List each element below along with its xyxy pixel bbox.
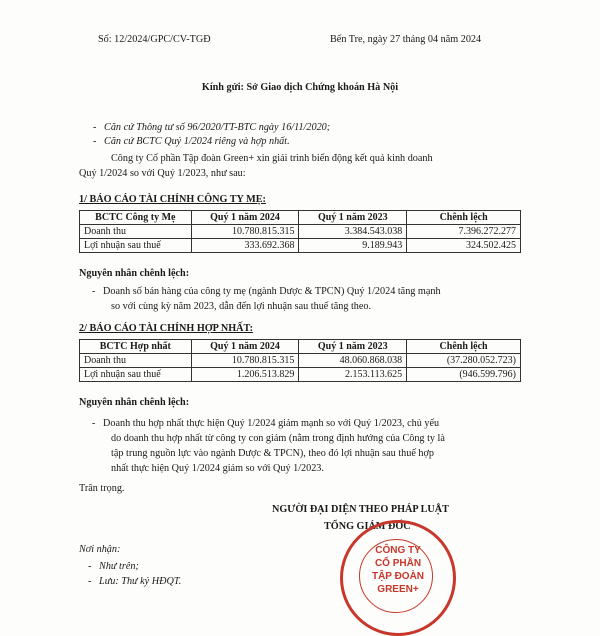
table-cell: 9.189.943 <box>299 239 407 253</box>
table-cell: 7.396.272.277 <box>407 225 521 239</box>
table-row <box>80 239 521 253</box>
column-header: Quý 1 năm 2023 <box>299 211 407 225</box>
place-and-date: Bến Tre, ngày 27 tháng 04 năm 2024 <box>330 34 482 45</box>
seal-text: TẬP ĐOÀN <box>371 571 425 582</box>
recipients-title: Nơi nhận: <box>79 544 121 555</box>
table-header-row <box>80 211 521 225</box>
section-1-reason-line: - Doanh số bán hàng của công ty mẹ (ngành Dược & TPCN) Quý 1/2024 tăng mạnh <box>92 286 441 297</box>
table-cell: (946.599.796) <box>407 368 521 382</box>
section-2-reason-line: - Doanh thu hợp nhất thực hiện Quý 1/2024 giảm mạnh so với Quý 1/2023, chủ yếu <box>92 418 440 429</box>
section-2-reason-title: Nguyên nhân chênh lệch: <box>79 397 190 408</box>
row-label: Doanh thu <box>80 225 192 239</box>
section-2-title: 2/ BÁO CÁO TÀI CHÍNH HỢP NHẤT: <box>79 323 253 334</box>
section-1-title: 1/ BÁO CÁO TÀI CHÍNH CÔNG TY MẸ: <box>79 194 266 205</box>
parent-company-table <box>79 210 521 253</box>
section-2-reason-line: do doanh thu hợp nhất từ công ty con giảm (nằm trong định hướng của Công ty là <box>111 433 445 444</box>
recipient-item: - Như trên; <box>88 561 139 572</box>
row-label: Doanh thu <box>80 354 192 368</box>
table-row <box>80 354 521 368</box>
seal-text: CỔ PHẦN <box>374 558 422 569</box>
closing-text: Trân trọng. <box>79 483 125 494</box>
consolidated-table <box>79 339 521 382</box>
section-2-reason-line: nhất thực hiện Quý 1/2024 giảm so với Quý 1/2023. <box>111 463 324 474</box>
table-cell: 3.384.543.038 <box>299 225 407 239</box>
table-row <box>80 368 521 382</box>
table-row <box>80 225 521 239</box>
basis-item: - Căn cứ Thông tư số 96/2020/TT-BTC ngày 16/11/2020; <box>93 122 331 133</box>
company-seal <box>340 520 456 636</box>
column-header: Quý 1 năm 2024 <box>191 340 299 354</box>
recipient-item: - Lưu: Thư ký HĐQT. <box>88 576 182 587</box>
seal-text: GREEN+ <box>377 584 419 595</box>
row-label: Lợi nhuận sau thuế <box>80 239 192 253</box>
signature-position: TỔNG GIÁM ĐỐC <box>324 521 411 532</box>
table-cell: 10.780.815.315 <box>191 225 299 239</box>
recipient-line: Kính gửi: Sở Giao dịch Chứng khoán Hà Nội <box>201 82 399 93</box>
document-number: Số: 12/2024/GPC/CV-TGĐ <box>98 34 211 45</box>
row-label: Lợi nhuận sau thuế <box>80 368 192 382</box>
seal-text: CÔNG TY <box>375 545 421 556</box>
signature-title: NGƯỜI ĐẠI DIỆN THEO PHÁP LUẬT <box>272 504 449 515</box>
section-1-reason-line: so với cùng kỳ năm 2023, dẫn đến lợi nhuận sau thuế tăng theo. <box>111 301 372 312</box>
table-cell: 324.502.425 <box>407 239 521 253</box>
column-header: Chênh lệch <box>407 211 521 225</box>
section-1-reason-title: Nguyên nhân chênh lệch: <box>79 268 190 279</box>
table-header-row <box>80 340 521 354</box>
table-cell: 2.153.113.625 <box>299 368 407 382</box>
intro-line-2: Quý 1/2024 so với Quý 1/2023, như sau: <box>79 168 246 179</box>
basis-item: - Căn cứ BCTC Quý 1/2024 riêng và hợp nhất. <box>93 136 290 147</box>
table-cell: 333.692.368 <box>191 239 299 253</box>
column-header: BCTC Hợp nhất <box>80 340 192 354</box>
table-cell: 10.780.815.315 <box>191 354 299 368</box>
intro-line-1: Công ty Cổ phần Tập đoàn Green+ xin giải trình biến động kết quả kinh doanh <box>111 153 433 164</box>
table-cell: (37.280.052.723) <box>407 354 521 368</box>
table-cell: 1.206.513.829 <box>191 368 299 382</box>
column-header: BCTC Công ty Mẹ <box>80 211 192 225</box>
section-2-reason-line: tập trung nguồn lực vào ngành Dược & TPCN), theo đó lợi nhuận sau thuế hợp <box>111 448 434 459</box>
column-header: Chênh lệch <box>407 340 521 354</box>
column-header: Quý 1 năm 2024 <box>191 211 299 225</box>
column-header: Quý 1 năm 2023 <box>299 340 407 354</box>
table-cell: 48.060.868.038 <box>299 354 407 368</box>
